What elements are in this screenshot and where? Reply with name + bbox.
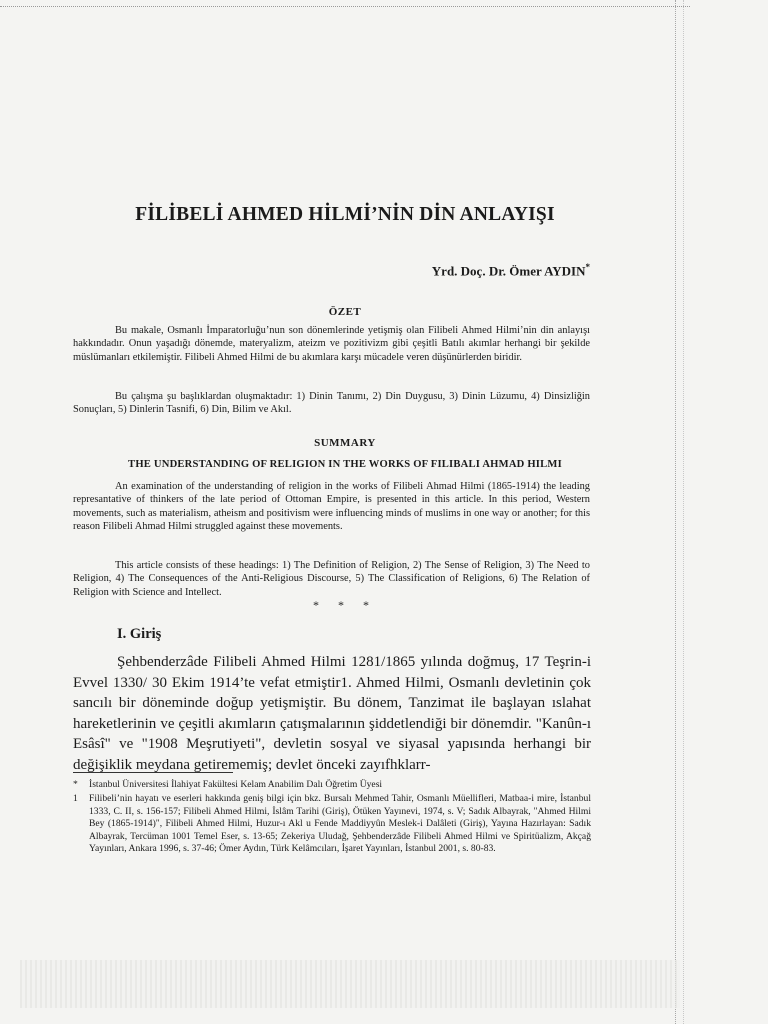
page-edge-shadow <box>683 0 684 1024</box>
footnote-1 <box>73 793 591 856</box>
summary-heading: SUMMARY <box>314 437 376 449</box>
article-title: FİLİBELİ AHMED HİLMİ’NİN DİN ANLAYIŞI <box>135 204 555 225</box>
summary-paragraph-2: This article consists of these headings: 1) The Definition of Religion, 2) The Sense of Religion, 3) The Need to Religion, 4) The Consequences of the Anti-Religious Discourse, 5) The Classification of Religions, 6) The Relation of Religion with Science and Intellect. <box>73 560 590 598</box>
footnote-text: İstanbul Üniversitesi İlahiyat Fakültesi Kelam Anabilim Dalı Öğretim Üyesi <box>89 779 383 790</box>
ozet-paragraph-2: Bu çalışma şu başlıklardan oluşmaktadır: 1) Dinin Tanımı, 2) Din Duygusu, 3) Dinin Lüzumu, 4) Dinsizliğin Sonuçları, 5) Dinlerin Tasnifi, 6) Din, Bilim ve Akıl. <box>73 391 590 416</box>
summary-paragraph-1: An examination of the understanding of religion in the works of Filibeli Ahmad Hilmi (1865-1914) the leading represantative of thinkers of the late period of Ottoman Empire, is presented in this article. In this period, Western movements, such as materialism, atheism and positivism were influencing minds of muslims in one way or another; for this reason Filibeli Ahmad Hilmi struggled against these movements. <box>73 481 590 533</box>
scan-artifact-bottom <box>20 960 680 1008</box>
scan-artifact-top <box>0 6 690 10</box>
section-heading: I. Giriş <box>117 626 162 642</box>
author-name: Yrd. Doç. Dr. Ömer AYDIN <box>431 263 586 279</box>
section-separator: * * * <box>313 598 377 612</box>
footnote-rule <box>73 772 233 773</box>
section-paragraph: Şehbenderzâde Filibeli Ahmed Hilmi 1281/1865 yılında doğmuş, 17 Teşrin-i Evvel 1330/ 30 Ekim 1914’te vefat etmiştir1. Ahmed Hilmi, Osmanlı devletinin çok sancılı bir döneminde doğup yetişmiştir. Bu dönem, Tanzimat ile başlayan ıslahat hareketlerinin ve çeşitli akımların çatışmalarının şiddetlendiği bir dönemdir. "Kanûn-ı Esâsî" ve "1908 Meşrutiyeti", devletin sosyal ve siyasal yapısında herhangi bir değişiklik meydana getirememiş; devlet önceki zayıfhklarr- <box>73 654 591 773</box>
footnote-author <box>73 779 591 792</box>
footnote-mark: 1 <box>73 793 78 804</box>
ozet-heading: ÖZET <box>328 306 362 318</box>
author-footnote-mark: * <box>585 262 590 272</box>
footnote-text: Filibeli’nin hayatı ve eserleri hakkında geniş bilgi için bkz. Bursalı Mehmed Tahir, Osmanlı Müellifleri, Matbaa-i mire, İstanbul 1333, C. II, s. 156-157; Filibeli Ahmed Hilmi, İslâm Tarihi (Giriş), Ötüken Yayınevi, 1974, s. V; Sadık Albayrak, "Ahmed Hilmi Bey (1865-1914)", Filibeli Ahmed Hilmi, Huzur-ı Akl u Fende Maddiyyûn Meslek-i Dalâleti (Giriş), Yayına Hazırlayan: Sadık Albayrak, Tercüman 1001 Temel Eser, s. 13-65; Zekeriya Uludağ, Şehbenderzâde Filibeli Ahmed Hilmi ve Spiritüalizm, Akçağ Yayınları, Ankara 1996, s. 37-46; Ömer Aydın, Türk Kelâmcıları, İşaret Yayınları, İstanbul 2001, s. 80-83. <box>89 793 591 855</box>
author-line <box>380 262 590 279</box>
ozet-paragraph-1: Bu makale, Osmanlı İmparatorluğu’nun son dönemlerinde yetişmiş olan Filibeli Ahmed Hilmi’nin din anlayışı hakkındadır. Onun yaşadığı dönemde, materyalizm, ateizm ve pozitivizm gibi çeşitli Batılı akımlar herhangi bir şekilde müslümanları etkilemiştir. Filibeli Ahmed Hilmi de bu akımlara karşı mücadele veren düşünürlerden biridir. <box>73 325 590 363</box>
page-edge <box>675 0 676 1024</box>
footnote-mark: * <box>73 779 78 790</box>
summary-subheading: THE UNDERSTANDING OF RELIGION IN THE WORKS OF FILIBALI AHMAD HILMI <box>128 459 562 470</box>
